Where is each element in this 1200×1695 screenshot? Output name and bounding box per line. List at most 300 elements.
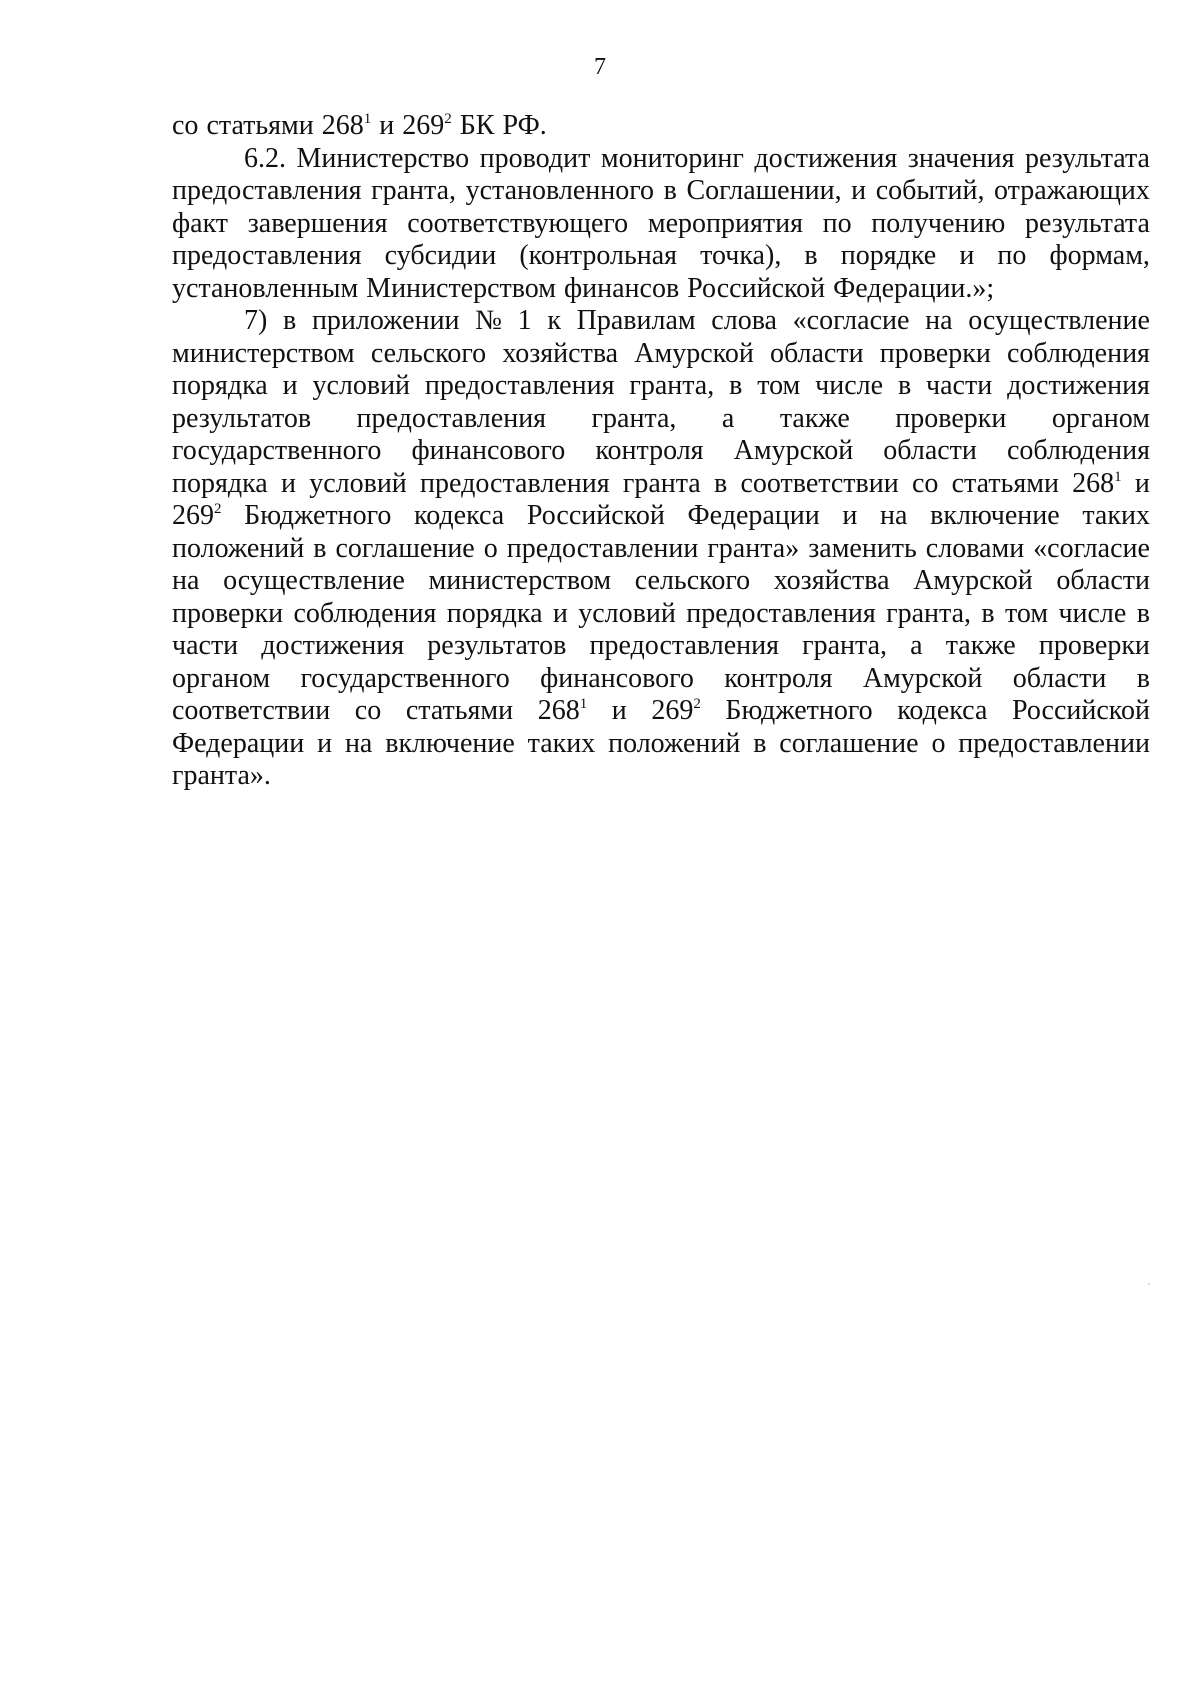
scan-speck	[1148, 1283, 1150, 1285]
word-text: и	[1134, 467, 1150, 499]
word-text: на	[880, 500, 908, 531]
word	[1058, 598, 1126, 631]
word	[172, 338, 355, 371]
word	[322, 110, 372, 143]
word-text: мероприятия	[647, 207, 803, 239]
word	[959, 240, 974, 273]
word	[871, 208, 1005, 241]
word-text: в	[283, 305, 297, 336]
word	[958, 728, 1150, 761]
word	[687, 273, 825, 306]
word	[502, 338, 618, 371]
word-text: со	[354, 695, 382, 726]
word	[1082, 500, 1150, 533]
word	[1137, 663, 1150, 696]
word-text: проверки	[1038, 630, 1150, 661]
word-text: №	[475, 305, 502, 336]
word	[283, 370, 298, 403]
word	[688, 500, 820, 533]
text-line	[172, 630, 1150, 663]
word	[300, 663, 509, 696]
word	[1007, 338, 1150, 371]
word-text: включение	[930, 500, 1060, 531]
word	[926, 533, 1024, 566]
word-text: предоставления	[356, 402, 547, 434]
word-text: предоставления	[589, 630, 779, 661]
word	[1012, 695, 1150, 728]
word	[540, 663, 694, 696]
word-text: том	[757, 370, 801, 401]
word-text: кодекса	[897, 695, 988, 726]
word	[414, 500, 504, 533]
superscript: 2	[444, 111, 452, 127]
word-text: области	[1056, 565, 1150, 596]
word-text: отражающих	[994, 175, 1150, 206]
word	[729, 370, 742, 403]
word-text: предоставления	[686, 597, 876, 629]
word	[1056, 565, 1150, 598]
word	[612, 695, 627, 728]
word-text: установленным	[172, 272, 359, 304]
word	[734, 435, 854, 468]
word-text: приложении	[311, 305, 460, 336]
word	[722, 403, 734, 436]
word	[1050, 240, 1150, 273]
word-text: заменить	[808, 532, 917, 564]
word	[1025, 143, 1150, 176]
word	[815, 370, 883, 403]
word-text: статьями	[405, 695, 514, 726]
word-text: положений	[172, 532, 305, 564]
word-text: слова	[711, 305, 777, 336]
word	[244, 143, 286, 176]
word-text: Амурской	[913, 565, 1033, 596]
word-text: в	[729, 370, 743, 401]
word-text: 268	[537, 695, 580, 726]
word	[779, 728, 918, 761]
word	[466, 175, 654, 208]
word	[553, 598, 568, 631]
word	[172, 175, 362, 208]
word	[883, 435, 977, 468]
word-text: органом	[172, 662, 271, 694]
superscript: 2	[693, 696, 701, 712]
word	[700, 240, 781, 273]
word-text: положений	[608, 727, 741, 759]
word-text: порядка	[172, 370, 268, 401]
word	[172, 403, 311, 436]
word	[592, 403, 677, 436]
word	[206, 110, 313, 143]
word-text: 268	[321, 110, 364, 141]
word	[908, 143, 1015, 176]
word-text: гранта,	[886, 597, 972, 629]
word	[407, 208, 628, 241]
word-text: гранта,	[591, 402, 677, 434]
word-text: Соглашении,	[686, 175, 842, 206]
word	[1007, 435, 1150, 468]
word	[725, 695, 872, 728]
word-text: хозяйства	[773, 565, 890, 596]
word	[313, 533, 326, 566]
word	[780, 403, 850, 436]
word	[851, 175, 866, 208]
word-text: гранта,	[802, 630, 888, 661]
text-line	[172, 728, 1150, 761]
word	[357, 403, 547, 436]
word	[335, 533, 474, 566]
word-text: предоставления	[172, 175, 362, 206]
word	[172, 695, 330, 728]
word-text: Российской	[687, 272, 826, 304]
word-text: условий	[312, 370, 411, 401]
word-text: Федерации	[172, 727, 305, 759]
word-text: 269	[651, 695, 694, 726]
word	[841, 240, 936, 273]
word-text: также	[779, 402, 850, 434]
word	[172, 468, 268, 501]
word	[172, 110, 198, 143]
word	[897, 695, 987, 728]
text-line	[172, 760, 1150, 793]
word-text: финансов	[564, 272, 680, 304]
word	[952, 468, 1059, 501]
word-text: государственного	[300, 662, 510, 694]
word	[172, 370, 268, 403]
word	[519, 240, 677, 273]
word-text: гранта	[622, 467, 701, 499]
word-text: Амурской	[634, 337, 754, 369]
text-line	[172, 435, 1150, 468]
word	[648, 208, 803, 241]
word-text: к	[547, 305, 561, 336]
word-text: 269	[172, 500, 214, 531]
word-text: области	[769, 337, 864, 369]
word	[833, 273, 994, 306]
word	[714, 468, 727, 501]
superscript: 1	[363, 111, 372, 127]
word-text: субсидии	[384, 240, 497, 271]
word-text: и	[379, 110, 395, 141]
word	[1005, 598, 1048, 631]
word-text: финансового	[540, 662, 694, 694]
word-text: в	[804, 240, 818, 271]
word	[595, 435, 703, 468]
word	[981, 598, 994, 631]
word	[172, 760, 271, 793]
text-line	[172, 175, 1150, 208]
word-text: и	[611, 695, 627, 726]
word-text: результата	[1024, 207, 1150, 239]
word-text: 1	[517, 305, 532, 336]
word	[281, 468, 296, 501]
superscript: 1	[1114, 468, 1122, 485]
word-text: Амурской	[733, 435, 854, 466]
text-line	[172, 695, 1150, 728]
word	[507, 533, 699, 566]
word	[312, 305, 460, 338]
word	[601, 143, 744, 176]
word	[379, 110, 394, 143]
word	[425, 370, 615, 403]
word-text: также	[945, 630, 1016, 661]
word-text: со	[911, 467, 939, 499]
word-text: в	[663, 175, 677, 206]
word	[528, 728, 596, 761]
word	[926, 370, 992, 403]
word-text: числе	[815, 370, 884, 401]
word-text: числе	[1058, 597, 1127, 629]
word	[366, 273, 556, 306]
word	[823, 208, 852, 241]
word-text: предоставлении	[958, 727, 1150, 759]
word-text: соблюдения	[293, 597, 437, 629]
word	[385, 240, 497, 273]
word	[172, 240, 362, 273]
word-text: точка),	[700, 240, 782, 271]
word	[886, 598, 971, 631]
word-text: и	[280, 467, 296, 499]
word-text: о	[931, 727, 946, 759]
word-text: том	[1005, 597, 1049, 629]
word	[1137, 598, 1150, 631]
text-line	[172, 338, 1150, 371]
word	[842, 500, 857, 533]
word-text: достижения	[1007, 370, 1150, 401]
word-text: Российской	[1011, 695, 1150, 726]
word-text: таких	[1082, 500, 1150, 531]
word	[651, 695, 701, 728]
word-text: по	[822, 207, 852, 239]
word-text: на	[925, 305, 953, 336]
word-text: проводит	[479, 142, 591, 174]
word-text: и	[282, 370, 298, 401]
word	[312, 370, 410, 403]
word-text: в	[981, 597, 995, 629]
word	[172, 663, 270, 696]
word	[172, 435, 381, 468]
word	[420, 468, 610, 501]
word-text: 6.2.	[244, 142, 286, 174]
word	[910, 630, 922, 663]
word-text: порядка	[172, 467, 268, 499]
word-text: проверки	[172, 597, 284, 629]
word-text: 268	[1072, 467, 1115, 499]
word-text: мониторинг	[600, 142, 744, 174]
word-text: части	[172, 630, 239, 661]
word	[804, 240, 817, 273]
text-line	[172, 598, 1150, 631]
word-text: Министерство	[296, 142, 470, 174]
word-text: Бюджетного	[244, 500, 392, 531]
word	[172, 273, 358, 306]
word-text: о	[483, 532, 498, 564]
text-line	[172, 533, 1150, 566]
word-text: БК	[459, 110, 495, 141]
word	[686, 175, 841, 208]
text-line	[172, 110, 1150, 143]
word-text: на	[344, 727, 373, 759]
word-text: порядке	[840, 240, 937, 271]
word-text: получению	[871, 207, 1006, 239]
text-line	[172, 468, 1150, 501]
word-text: порядка	[446, 597, 543, 629]
word-text: в	[1136, 597, 1150, 629]
word	[634, 338, 754, 371]
word	[757, 370, 800, 403]
word	[802, 630, 887, 663]
word-text: финансового	[411, 435, 566, 466]
word	[997, 240, 1026, 273]
word-text: а	[721, 402, 735, 434]
text-line	[172, 403, 1150, 436]
word	[623, 468, 701, 501]
word-text: соответствии	[172, 695, 331, 726]
word-text: гранта,	[629, 370, 715, 401]
word	[578, 598, 676, 631]
word	[770, 338, 864, 371]
word-text: области	[1012, 662, 1107, 694]
word-text: осуществление	[968, 305, 1150, 336]
word-text: статьями	[206, 110, 314, 141]
word-text: гранта,	[371, 175, 457, 206]
word	[518, 305, 532, 338]
word	[898, 370, 911, 403]
word-text: соблюдения	[1007, 435, 1150, 466]
word	[527, 500, 665, 533]
word	[589, 630, 779, 663]
word-text: «согласие	[792, 305, 910, 336]
text-line	[172, 240, 1150, 273]
word-text: РФ.	[502, 110, 547, 141]
word-text: и	[851, 175, 867, 206]
word-text: и	[959, 240, 975, 271]
word-text: достижения	[261, 630, 405, 661]
word	[793, 305, 910, 338]
word-text: значения	[907, 142, 1015, 174]
word	[629, 370, 714, 403]
text-line	[172, 500, 1150, 533]
word-text: установленного	[465, 175, 655, 206]
text-line	[172, 663, 1150, 696]
text-line	[172, 565, 1150, 598]
word-text: Правилам	[576, 305, 696, 336]
word-text: области	[883, 435, 977, 466]
word-text: предоставления	[420, 467, 610, 499]
word	[930, 500, 1060, 533]
word	[577, 305, 696, 338]
word-text: Российской	[526, 500, 665, 531]
word-text: а	[910, 630, 923, 661]
word-text: в	[897, 370, 912, 401]
word	[244, 305, 267, 338]
text-line	[172, 208, 1150, 241]
word	[371, 338, 486, 371]
word-text: соглашение	[335, 532, 475, 564]
word-text: в	[313, 532, 327, 564]
word	[564, 273, 679, 306]
word-text: результата	[1025, 142, 1150, 174]
word	[502, 110, 546, 143]
word	[1025, 208, 1150, 241]
word	[447, 598, 543, 631]
word	[1052, 403, 1150, 436]
word	[880, 338, 991, 371]
word-text: и	[317, 727, 333, 759]
word	[994, 175, 1150, 208]
text-line	[172, 370, 1150, 403]
word-text: словами	[925, 532, 1025, 564]
word-text: 7)	[244, 305, 268, 336]
word-text: по	[997, 240, 1027, 271]
word	[428, 565, 611, 598]
word	[248, 208, 388, 241]
word-text: Федерации.»;	[833, 272, 995, 304]
word	[740, 468, 898, 501]
word	[863, 663, 983, 696]
word	[686, 598, 876, 631]
word-text: предоставления	[424, 370, 615, 401]
word-text: предоставлении	[506, 532, 699, 564]
text-line	[172, 305, 1150, 338]
word	[912, 468, 938, 501]
word	[172, 630, 238, 663]
document-body	[172, 110, 1150, 793]
word	[427, 630, 566, 663]
word-text: (контрольная	[519, 240, 678, 271]
word	[946, 630, 1016, 663]
word	[223, 565, 405, 598]
word	[172, 533, 304, 566]
word-text: условий	[578, 597, 676, 629]
superscript: 1	[579, 696, 588, 712]
word	[968, 305, 1150, 338]
word-text: и	[552, 597, 568, 629]
word	[480, 143, 591, 176]
word	[293, 598, 436, 631]
word	[475, 305, 502, 338]
word	[371, 175, 456, 208]
word-text: формам,	[1049, 240, 1150, 271]
word	[724, 663, 832, 696]
word-text: хозяйства	[502, 337, 619, 369]
word-text: проверки	[879, 337, 991, 369]
word	[547, 305, 561, 338]
word-text: статьями	[951, 467, 1059, 499]
word	[1013, 663, 1107, 696]
word-text: достижения	[754, 142, 898, 174]
word-text: органом	[1051, 402, 1150, 434]
word-text: гранта».	[172, 760, 271, 791]
word	[808, 533, 917, 566]
word	[411, 435, 565, 468]
word-text: соблюдения	[1006, 337, 1150, 369]
text-line	[172, 143, 1150, 176]
word	[172, 598, 283, 631]
word	[707, 533, 799, 566]
word-text: гранта»	[707, 532, 800, 564]
word	[880, 500, 907, 533]
word-text: министерством	[428, 565, 612, 596]
word	[244, 500, 391, 533]
word-text: соответствующего	[407, 207, 629, 239]
word	[172, 728, 304, 761]
text-line	[172, 273, 1150, 306]
word	[345, 728, 372, 761]
word	[309, 468, 407, 501]
word-text: результатов	[427, 630, 567, 661]
word-text: соответствии	[740, 467, 899, 499]
